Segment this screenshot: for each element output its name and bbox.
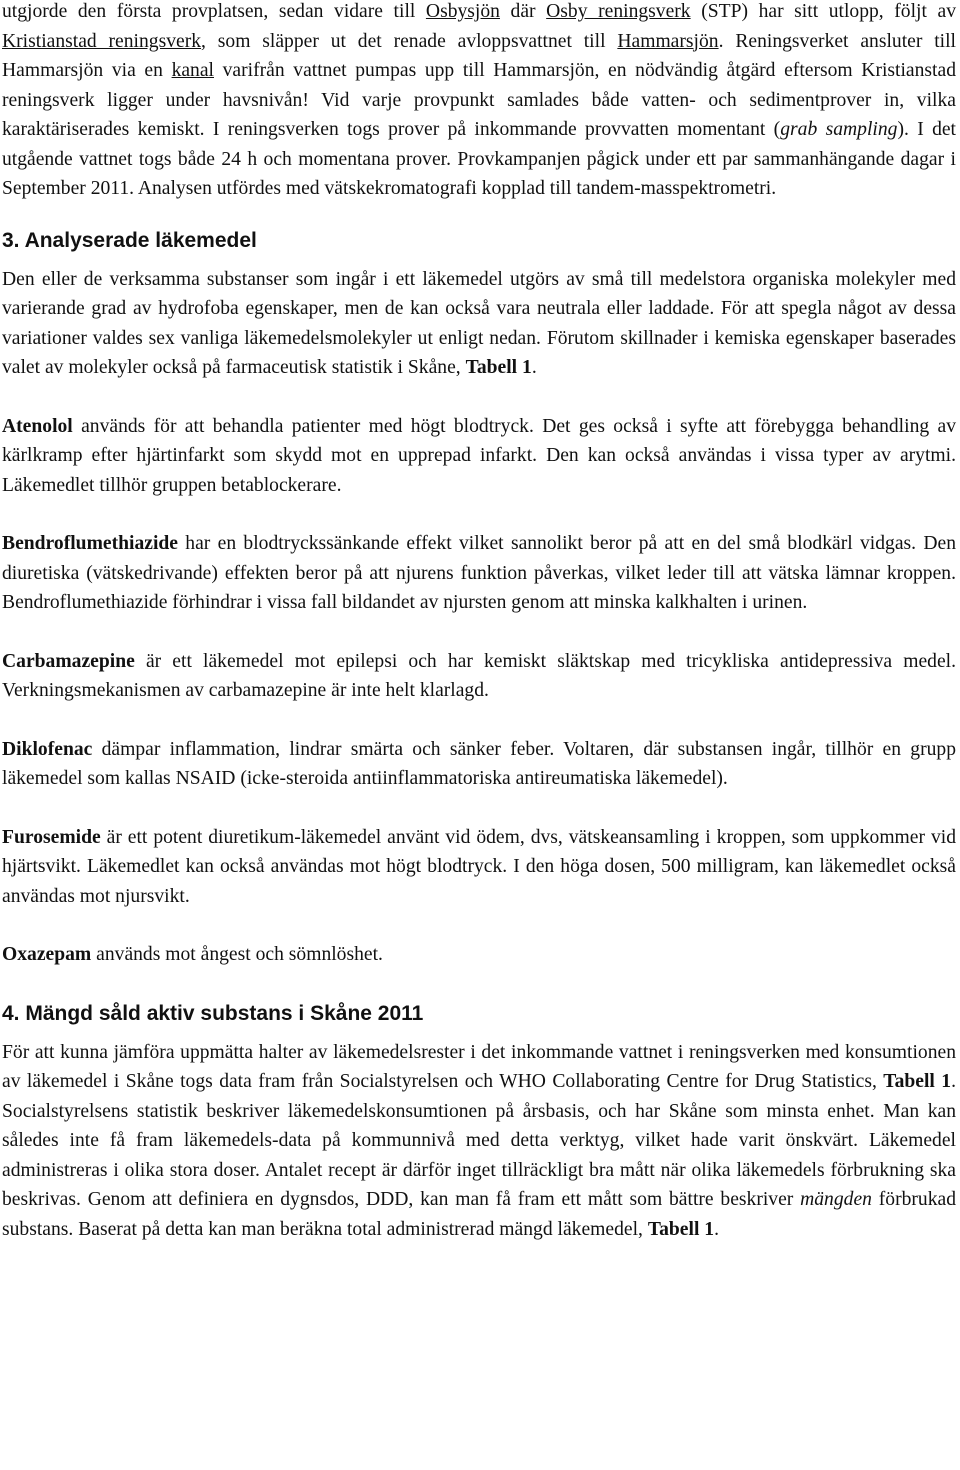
drug-paragraph-atenolol: Atenolol används för att behandla patienter med högt blodtryck. Det ges också i syfte att förebygga behandling av kärlkramp efter hjärtinfarkt som skydd mot en upprepad infarkt. Den kan också användas i vissa typer av arytmi. Läkemedlet tillhör gruppen betablockerare. [2, 415, 956, 496]
section-4-heading: 4. Mängd såld aktiv substans i Skåne 2011 [2, 1001, 424, 1025]
hammarsjon-link[interactable]: Hammarsjön [617, 30, 719, 52]
grab-sampling-term: grab sampling [780, 119, 898, 140]
mangden-emphasis: mängden [800, 1189, 872, 1210]
kanal-link[interactable]: kanal [171, 60, 214, 81]
section-4-paragraph: För att kunna jämföra uppmätta halter av läkemedelsrester i det inkommande vattnet i reningsverken med konsumtionen av läkemedel i Skåne togs data fram från Socialstyrelsen och WHO Collaborating Centre for Drug Statistics, Tabell 1. Socialstyrelsens statistik beskriver läkemedelskonsumtionen på årsbasis, och har Skåne som minsta enhet. Man kan således inte få fram läkemedels-data på kommunnivå med detta verktyg, vilket hade varit önskvärt. Läkemedel administreras i olika stora doser. Antalet recept är därför inget tillräckligt bra mått när olika läkemedels förbrukning ska beskrivas. Genom att definiera en dygnsdos, DDD, kan man få fram ett mått som bättre beskriver mängden förbrukad substans. Baserat på detta kan man beräkna total administrerad mängd läkemedel, Tabell 1. [2, 1041, 957, 1240]
table-1-reference: Tabell 1 [883, 1071, 952, 1092]
table-1-reference: Tabell 1 [465, 357, 532, 378]
drug-name: Bendroflumethiazide [2, 533, 178, 554]
drug-name: Oxazepam [2, 944, 92, 965]
section-3-intro-paragraph: Den eller de verksamma substanser som ingår i ett läkemedel utgörs av små till medelstora organiska molekyler med varierande grad av hydrofoba egenskaper, men de kan också vara neutrala eller laddade. För att spegla något av dessa variationer valdes sex vanliga läkemedelsmolekyler ut enligt nedan. Förutom skillnader i kemiska egenskaper baserades valet av molekyler också på farmaceutisk statistik i Skåne, Tabell 1. [2, 268, 956, 378]
section-3-heading: 3. Analyserade läkemedel [2, 228, 257, 252]
drug-name: Atenolol [2, 415, 73, 437]
drug-paragraph-bendroflumethiazide: Bendroflumethiazide har en blodtryckssänkande effekt vilket sannolikt beror på att en del små blodkärl vidgas. Den diuretiska (vätskedrivande) effekten beror på att njurens funktion påverkas, vilket leder till att vätska lämnar kroppen. Bendroflumethiazide förhindrar i vissa fall bildandet av njursten genom att minska kalkhalten i urinen. [2, 533, 956, 613]
kristianstad-reningsverk-link[interactable]: Kristianstad reningsverk [2, 30, 202, 52]
drug-name: Furosemide [2, 826, 101, 848]
osbysjon-link[interactable]: Osbysjön [425, 1, 500, 22]
drug-paragraph-oxazepam: Oxazepam används mot ångest och sömnlöshet. [2, 944, 383, 965]
drug-name: Diklofenac [2, 738, 93, 760]
intro-paragraph: utgjorde den första provplatsen, sedan vidare till Osbysjön där Osby reningsverk (STP) har sitt utlopp, följt av Kristianstad reningsverk, som släpper ut det renade avloppsvattnet till Hammarsjön. Reningsverket ansluter till Hammarsjön via en kanal varifrån vattnet pumpas upp till Hammarsjön, en nödvändig åtgärd eftersom Kristianstad reningsverk ligger under havsnivån! Vid varje provpunkt samlades både vatten- och sedimentprover in, vilka karaktäriserades kemiskt. I reningsverken togs prover på inkommande provvatten momentant (grab sampling). I det utgående vattnet togs både 24 h och momentana prover. Provkampanjen pågick under ett par sammanhängande dagar i September 2011. Analysen utfördes med vätskekromatografi kopplad till tandem-masspektrometri. [2, 1, 957, 199]
drug-paragraph-carbamazepine: Carbamazepine är ett läkemedel mot epilepsi och har kemiskt släktskap med tricykliska antidepressiva medel. Verkningsmekanismen av carbamazepine är inte helt klarlagd. [2, 650, 956, 701]
drug-name: Carbamazepine [2, 650, 135, 672]
drug-paragraph-diklofenac: Diklofenac dämpar inflammation, lindrar smärta och sänker feber. Voltaren, där substansen ingår, tillhör en grupp läkemedel som kallas NSAID (icke-steroida antiinflammatoriska antireumatiska läkemedel). [2, 738, 956, 789]
table-1-reference: Tabell 1 [647, 1218, 715, 1240]
osby-reningsverk-link[interactable]: Osby reningsverk [546, 1, 691, 22]
drug-paragraph-furosemide: Furosemide är ett potent diuretikum-läkemedel använt vid ödem, dvs, vätskeansamling i kroppen, som uppkommer vid hjärtsvikt. Läkemedlet kan också användas mot högt blodtryck. I den höga dosen, 500 milligram, kan läkemedlet också användas mot njursvikt. [2, 826, 956, 907]
